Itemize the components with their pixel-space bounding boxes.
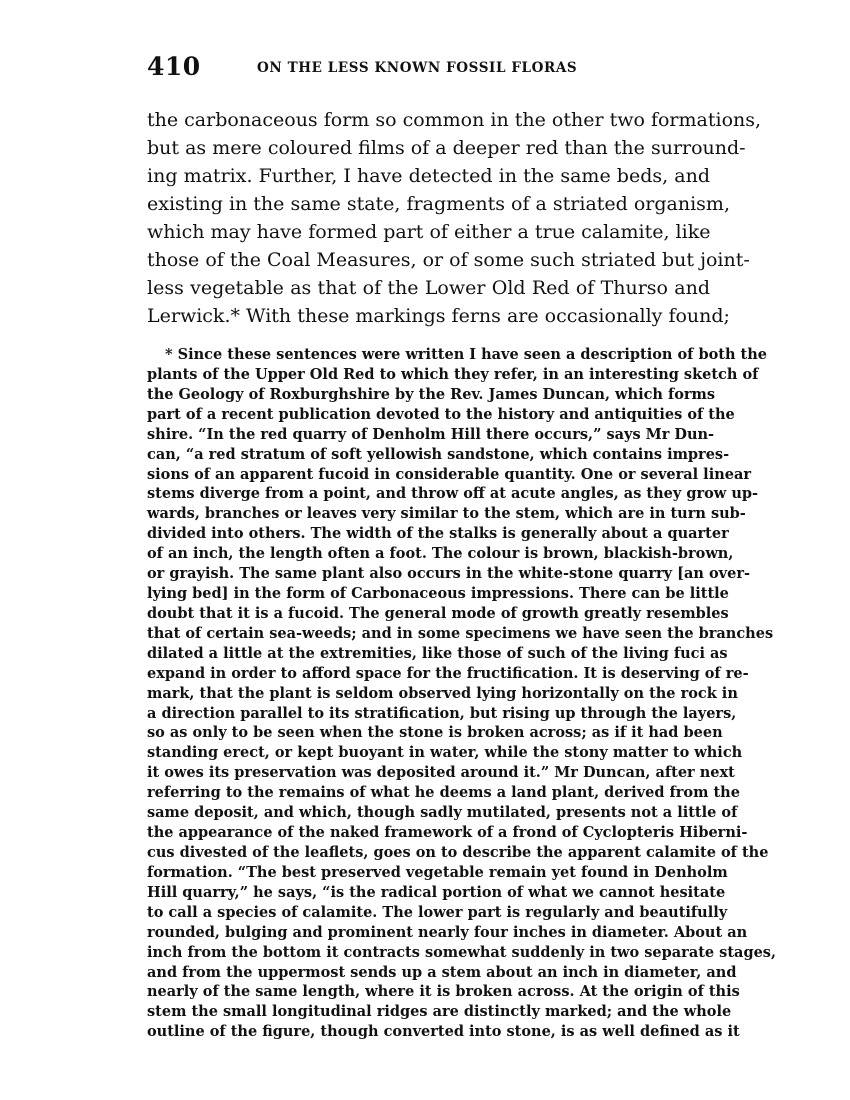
body-line: the carbonaceous form so common in the other two formations, bbox=[147, 109, 762, 131]
body-line: ing matrix. Further, I have detected in the same beds, and bbox=[147, 165, 710, 187]
footnote-line: referring to the remains of what he deems a land plant, derived from the bbox=[147, 784, 740, 802]
body-line: less vegetable as that of the Lower Old Red of Thurso and bbox=[147, 277, 710, 299]
body-line: but as mere coloured films of a deeper red than the surround- bbox=[147, 137, 746, 159]
footnote-line: mark, that the plant is seldom observed lying horizontally on the rock in bbox=[147, 684, 738, 702]
footnote-line: of an inch, the length often a foot. The colour is brown, blackish-brown, bbox=[147, 545, 734, 563]
footnote-line: nearly of the same length, where it is broken across. At the origin of this bbox=[147, 983, 740, 1001]
footnote-line: formation. “The best preserved vegetable remain yet found in Denholm bbox=[147, 863, 728, 881]
page-number: 410 bbox=[147, 52, 201, 81]
footnote-line: doubt that it is a fucoid. The general mode of growth greatly resembles bbox=[147, 604, 729, 622]
footnote-line: the appearance of the naked framework of a frond of Cyclopteris Hiberni- bbox=[147, 824, 748, 842]
footnote-line: inch from the bottom it contracts somewhat suddenly in two separate stages, bbox=[147, 943, 777, 961]
running-title: ON THE LESS KNOWN FOSSIL FLORAS bbox=[257, 60, 578, 76]
body-line: existing in the same state, fragments of a striated organism, bbox=[147, 193, 730, 215]
footnote-line: or grayish. The same plant also occurs in the white-stone quarry [an over- bbox=[147, 565, 750, 583]
footnote-line: part of a recent publication devoted to the history and antiquities of the bbox=[147, 405, 735, 423]
footnote-line: dilated a little at the extremities, like those of such of the living fuci as bbox=[147, 644, 728, 662]
footnote-line: plants of the Upper Old Red to which they refer, in an interesting sketch of bbox=[147, 365, 759, 383]
footnote-line: wards, branches or leaves very similar to the stem, which are in turn sub- bbox=[147, 505, 746, 523]
footnote-line: the Geology of Roxburghshire by the Rev. James Duncan, which forms bbox=[147, 385, 716, 403]
footnote-line: shire. “In the red quarry of Denholm Hill there occurs,” says Mr Dun- bbox=[147, 425, 715, 443]
footnote-line: a direction parallel to its stratification, but rising up through the layers, bbox=[147, 704, 737, 722]
footnote-line: Hill quarry,” he says, “is the radical portion of what we cannot hesitate bbox=[147, 883, 726, 901]
footnote-line: same deposit, and which, though sadly mutilated, presents not a little of bbox=[147, 804, 738, 822]
page-header bbox=[147, 52, 710, 82]
footnote-line: * Since these sentences were written I have seen a description of both the bbox=[165, 346, 768, 363]
footnote-line: expand in order to afford space for the fructification. It is deserving of re- bbox=[147, 664, 749, 682]
footnote-line: so as only to be seen when the stone is broken across; as if it had been bbox=[147, 724, 723, 742]
body-line: which may have formed part of either a true calamite, like bbox=[147, 221, 711, 243]
body-line: Lerwick.* With these markings ferns are occasionally found; bbox=[147, 305, 730, 327]
footnote-line: can, “a red stratum of soft yellowish sandstone, which contains impres- bbox=[147, 445, 730, 463]
footnote-line: standing erect, or kept buoyant in water, while the stony matter to which bbox=[147, 744, 743, 762]
footnote-line: lying bed] in the form of Carbonaceous impressions. There can be little bbox=[147, 585, 729, 603]
footnote-line: sions of an apparent fucoid in considerable quantity. One or several linear bbox=[147, 465, 752, 483]
body-line: those of the Coal Measures, or of some such striated but joint- bbox=[147, 249, 750, 271]
footnote-line: and from the uppermost sends up a stem about an inch in diameter, and bbox=[147, 963, 737, 981]
footnote-line: stems diverge from a point, and throw off at acute angles, as they grow up- bbox=[147, 485, 759, 503]
footnote-line: that of certain sea-weeds; and in some specimens we have seen the branches bbox=[147, 624, 774, 642]
footnote-line: divided into others. The width of the stalks is generally about a quarter bbox=[147, 525, 729, 543]
footnote-line: it owes its preservation was deposited around it.” Mr Duncan, after next bbox=[147, 764, 735, 782]
footnote-line: rounded, bulging and prominent nearly four inches in diameter. About an bbox=[147, 923, 748, 941]
footnote-line: cus divested of the leaflets, goes on to describe the apparent calamite of the bbox=[147, 844, 769, 861]
footnote-line: to call a species of calamite. The lower part is regularly and beautifully bbox=[147, 903, 728, 921]
footnote-line: stem the small longitudinal ridges are distinctly marked; and the whole bbox=[147, 1003, 732, 1021]
footnote-line: outline of the figure, though converted into stone, is as well defined as it bbox=[147, 1023, 740, 1041]
